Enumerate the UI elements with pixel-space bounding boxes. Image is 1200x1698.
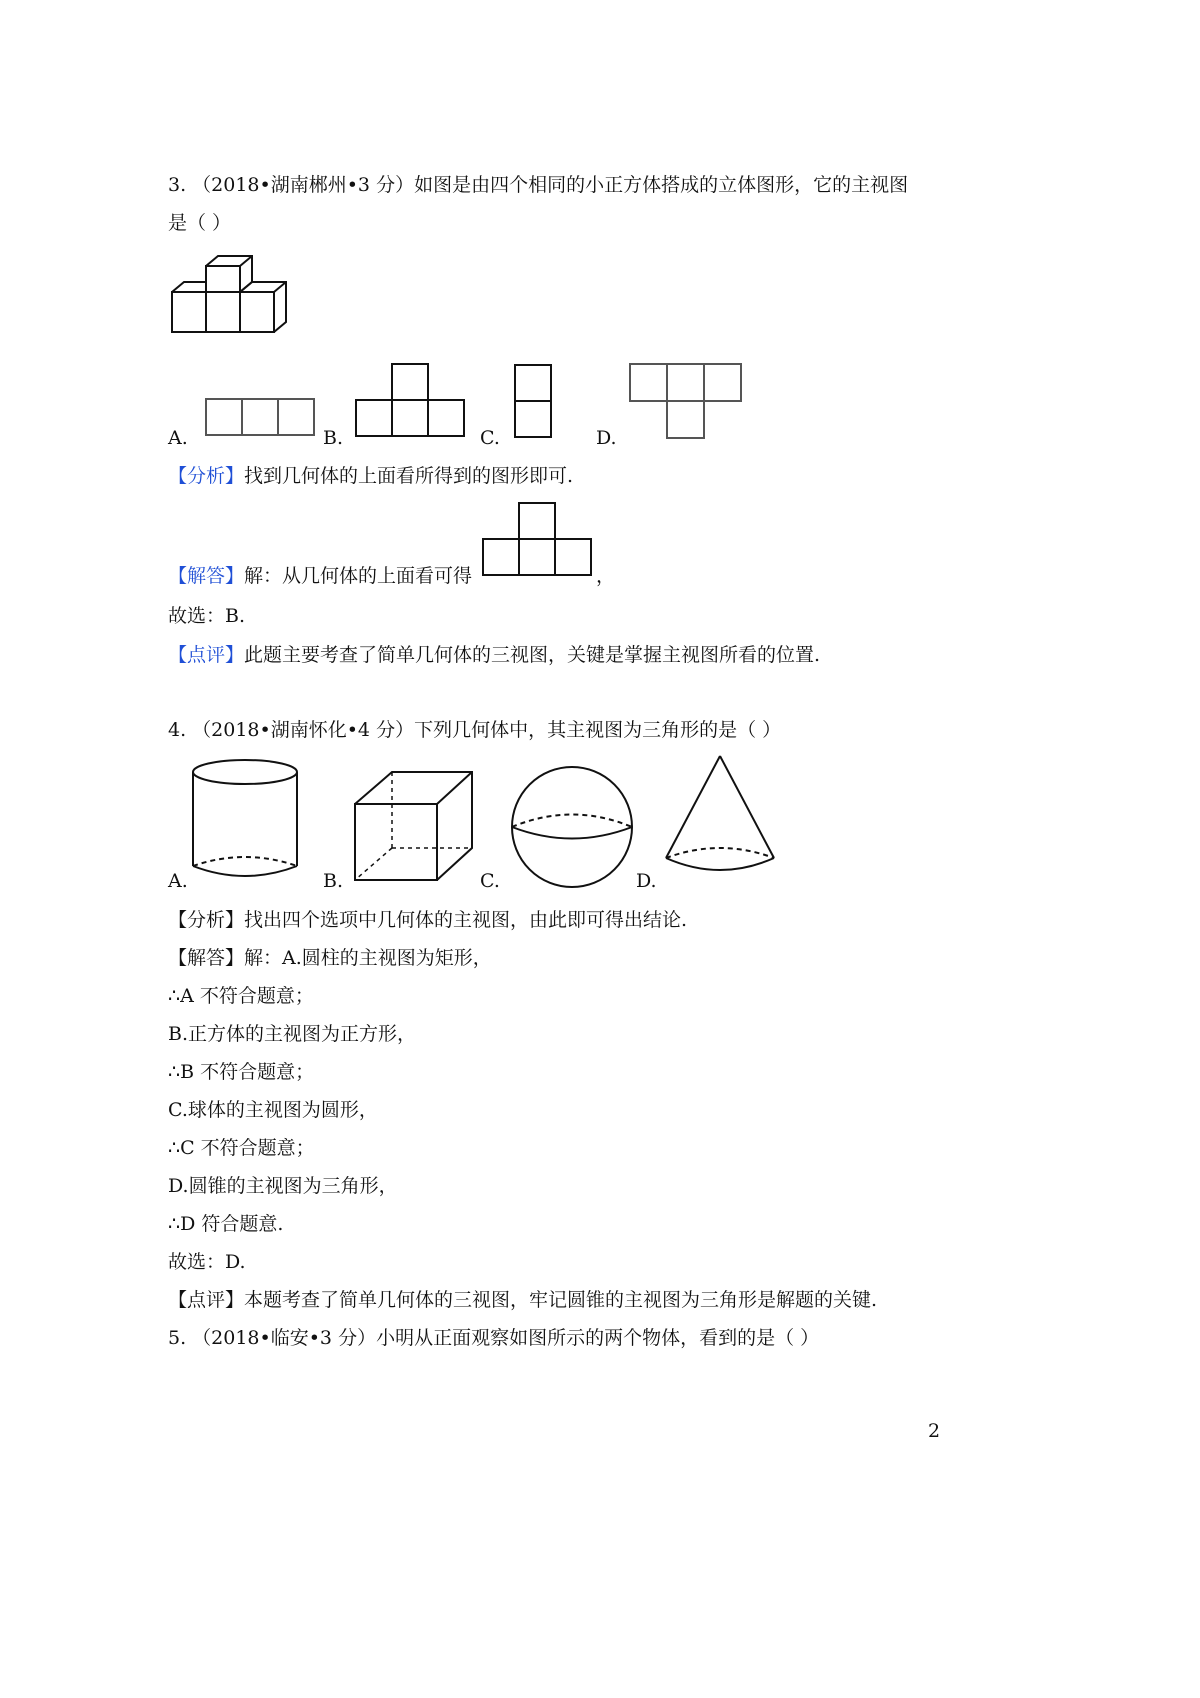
q4-cube-figure bbox=[352, 770, 476, 882]
q3-answer-tag: 【解答】 bbox=[168, 565, 245, 587]
q4-solution-line: ∴A 不符合题意； bbox=[168, 985, 314, 1007]
q3-option-c-figure bbox=[513, 364, 553, 440]
q4-analysis: 【分析】找出四个选项中几何体的主视图，由此即可得出结论. bbox=[168, 909, 688, 931]
q4-line1: 4. （2018•湖南怀化•4 分）下列几何体中，其主视图为三角形的是（ ） bbox=[168, 719, 782, 741]
q5-line1: 5. （2018•临安•3 分）小明从正面观察如图所示的两个物体，看到的是（ ） bbox=[168, 1327, 820, 1349]
q3-option-d-label: D. bbox=[596, 427, 617, 449]
q3-option-c-label: C. bbox=[480, 427, 500, 449]
q4-solution-line: B.正方体的主视图为正方形， bbox=[168, 1023, 417, 1045]
q3-option-a-label: A. bbox=[168, 427, 188, 449]
q4-solution-line: 【解答】解：A.圆柱的主视图为矩形， bbox=[168, 947, 492, 969]
q3-analysis bbox=[168, 463, 573, 489]
q4-sphere-figure bbox=[508, 766, 636, 888]
q4-solution-line: 故选：D. bbox=[168, 1251, 246, 1273]
q3-cube-figure bbox=[170, 252, 290, 342]
q3-answer-text: 解：从几何体的上面看可得 bbox=[244, 565, 473, 587]
q4-option-b-label: B. bbox=[323, 870, 344, 892]
q3-option-d-figure bbox=[628, 362, 744, 440]
q3-analysis-text: 找到几何体的上面看所得到的图形即可. bbox=[244, 465, 574, 487]
q3-review-tag: 【点评】 bbox=[168, 644, 245, 666]
q3-line2: 是（ ） bbox=[168, 212, 232, 234]
q4-solution-line: C.球体的主视图为圆形， bbox=[168, 1099, 378, 1121]
q3-option-b-label: B. bbox=[323, 427, 344, 449]
page-number: 2 bbox=[928, 1420, 941, 1442]
q3-line1: 3. （2018•湖南郴州•3 分）如图是由四个相同的小正方体搭成的立体图形，它的主视图 bbox=[168, 174, 909, 196]
q4-solution-line: D.圆锥的主视图为三角形， bbox=[168, 1175, 398, 1197]
q3-option-b-figure bbox=[355, 363, 467, 439]
q4-cone-figure bbox=[664, 754, 778, 880]
q4-option-a-label: A. bbox=[168, 870, 188, 892]
q3-answer-after: ， bbox=[596, 565, 616, 587]
q3-answer bbox=[168, 563, 472, 589]
q4-option-c-label: C. bbox=[480, 870, 500, 892]
q4-cylinder-figure bbox=[192, 758, 302, 884]
q3-answer-figure bbox=[482, 502, 594, 578]
q3-review bbox=[168, 642, 820, 668]
q3-analysis-tag: 【分析】 bbox=[168, 465, 245, 487]
q3-conclusion: 故选：B. bbox=[168, 605, 246, 627]
q4-review: 【点评】本题考查了简单几何体的三视图，牢记圆锥的主视图为三角形是解题的关键. bbox=[168, 1289, 878, 1311]
q4-solution-line: ∴C 不符合题意； bbox=[168, 1137, 315, 1159]
q4-solution-line: ∴D 符合题意. bbox=[168, 1213, 284, 1235]
q4-option-d-label: D. bbox=[636, 870, 657, 892]
q4-solution-line: ∴B 不符合题意； bbox=[168, 1061, 315, 1083]
q3-review-text: 此题主要考查了简单几何体的三视图，关键是掌握主视图所看的位置. bbox=[244, 644, 821, 666]
q3-option-a-figure bbox=[205, 397, 317, 437]
